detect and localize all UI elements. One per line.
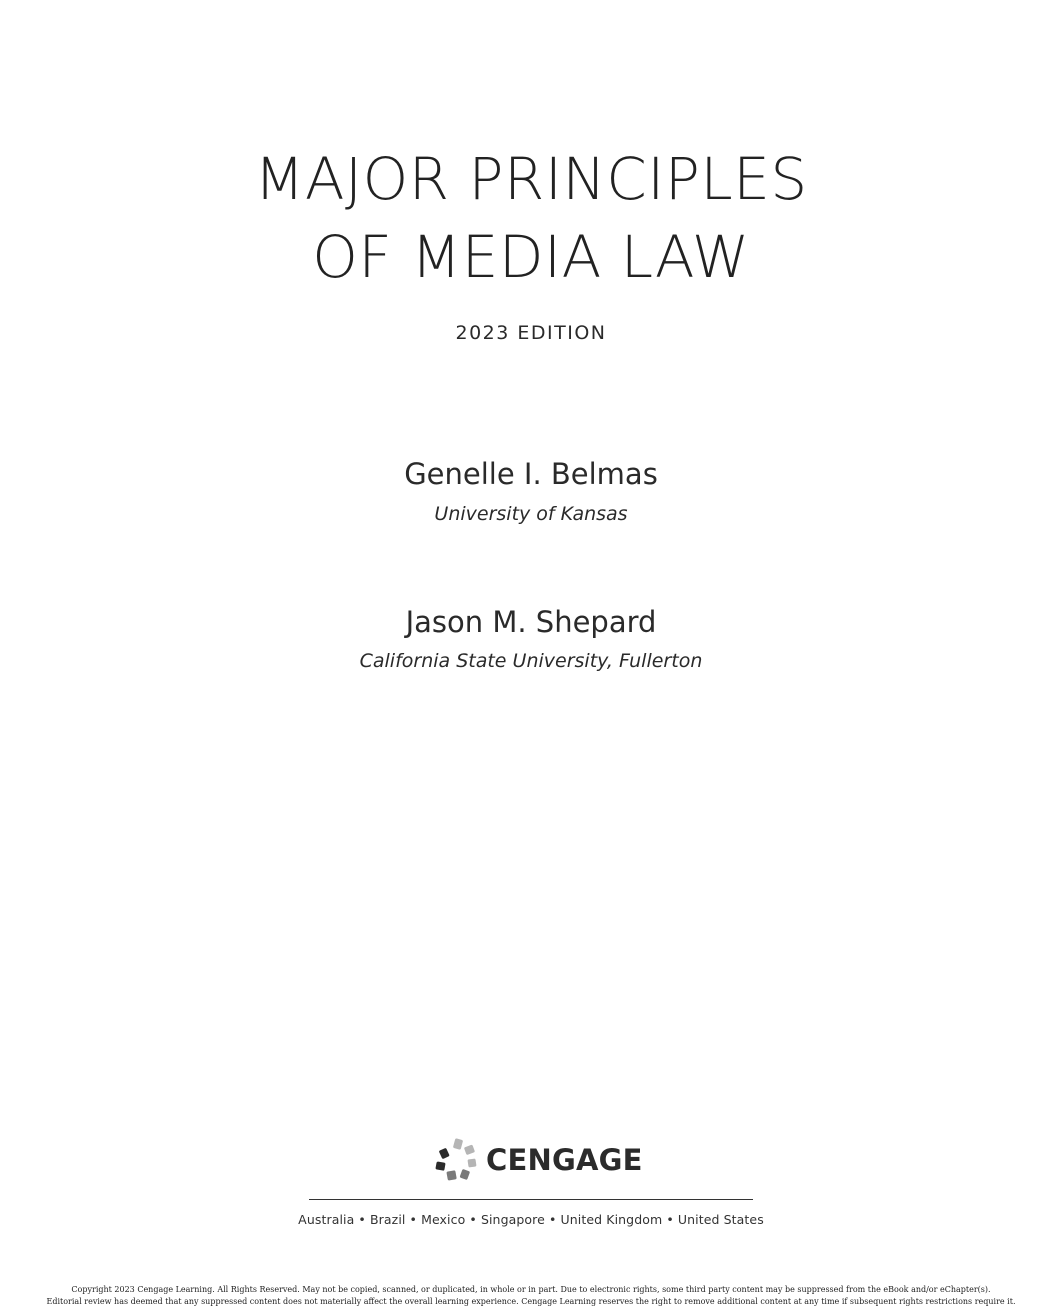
copyright-line-2: Editorial review has deemed that any suppressed content does not materially affect the overall learning experience. Cengage Learning reserves the right to remove additional content at any time if subsequent rights restrictions require it. bbox=[46, 1297, 1016, 1306]
book-title-line-1: MAJOR PRINCIPLES bbox=[254, 145, 808, 213]
book-title-line-2: OF MEDIA LAW bbox=[312, 223, 750, 291]
copyright-notice bbox=[0, 1284, 1062, 1308]
cengage-starburst-logo-icon bbox=[434, 1137, 478, 1183]
publisher-logo bbox=[434, 1137, 643, 1183]
author-affiliation: California State University, Fullerton bbox=[359, 650, 703, 672]
author-name: Genelle I. Belmas bbox=[404, 457, 658, 491]
divider-rule bbox=[309, 1199, 753, 1200]
publisher-locations: Australia • Brazil • Mexico • Singapore • United Kingdom • United States bbox=[298, 1212, 764, 1227]
author-name: Jason M. Shepard bbox=[405, 605, 657, 639]
copyright-line-1: Copyright 2023 Cengage Learning. All Rights Reserved. May not be copied, scanned, or duplicated, in whole or in part. Due to electronic rights, some third party content may be suppressed from the eBook and/or eChapter(s). bbox=[71, 1285, 991, 1294]
author-affiliation: University of Kansas bbox=[434, 503, 628, 525]
edition-label: 2023 EDITION bbox=[455, 322, 607, 344]
publisher-name: CENGAGE bbox=[486, 1143, 643, 1177]
